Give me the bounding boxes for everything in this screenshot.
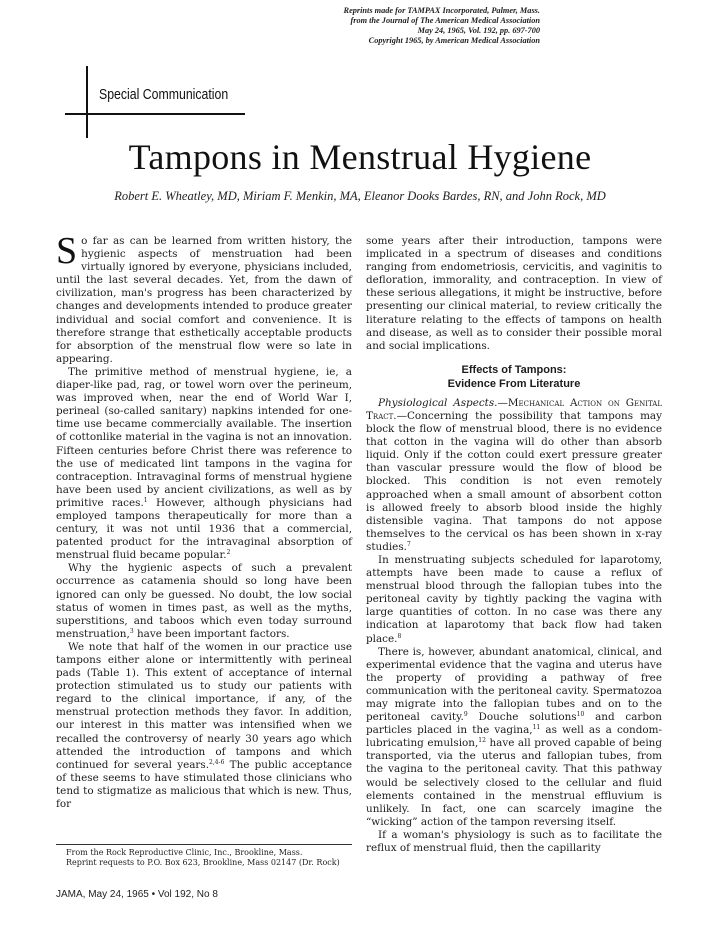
reprint-line-3: May 24, 1965, Vol. 192, pp. 697-700 — [417, 26, 540, 35]
reference-marker: 2,4-6 — [209, 758, 225, 766]
right-column — [366, 235, 662, 855]
footnote-affiliation: From the Rock Reproductive Clinic, Inc., Brookline, Mass. — [66, 848, 303, 857]
reprint-line-1: Reprints made for TAMPAX Incorporated, Palmer, Mass. — [343, 6, 540, 15]
reference-marker: 7 — [406, 540, 411, 548]
reference-marker: 12 — [478, 737, 486, 745]
left-column — [56, 230, 352, 811]
article-title: Tampons in Menstrual Hygiene — [128, 137, 592, 177]
footnote — [56, 848, 352, 868]
paragraph-continuation: some years after their introduction, tampons were implicated in a spectrum of diseases and conditions ranging from endometriosis, cervicitis, and vaginitis to defloration, immorality, and contraception. In view of these serious allegations, it might be instructive, before presenting our clinical material, to review critically the literature relating to the effects of tampons on health and disease, as well as to consider their possible moral and social implications. — [366, 235, 662, 352]
section-heading-effects: Effects of Tampons: Evidence From Literature — [447, 363, 581, 390]
reference-marker: 9 — [463, 711, 468, 719]
subsection-subtitle: —Mechanical Action on Genital Tract. — [366, 396, 662, 422]
reprint-line-2: from the Journal of The American Medical Association — [350, 16, 540, 25]
reference-marker: 1 — [143, 496, 148, 504]
subsection-title: Physiological Aspects. — [378, 396, 498, 409]
section-label: Special Communication — [99, 86, 229, 103]
footnote-reprint-requests: Reprint requests to P.O. Box 623, Brookline, Mass 02147 (Dr. Rock) — [66, 858, 340, 867]
paragraph-mechanical-action: Physiological Aspects.—Mechanical Action on Genital Tract.—Concerning the possibility that tampons may block the flow of menstrual blood, there is no evidence that cotton in the vagina will do other than absorb liquid. Only if the cotton could exert pressure greater than vascular pressure would the flow of blood be blocked. This condition is not even remotely approached when a small amount of absorbent cotton is allowed freely to absorb blood inside the highly distensible vagina. That tampons do not appose themselves to the cervical os has been shown in x-ray studies.$^7$ — [366, 396, 662, 553]
paragraph-our-practice: We note that half of the women in our practice use tampons either alone or intermittently with perineal pads (Table 1). This extent of acceptance of internal protection stimulated us to study our patients with regard to the clinical importance, if any, of the menstrual protection methods they favor. In addition, our interest in this matter was intensified when we recalled the controversy of nearly 30 years ago which attended the introduction of tampons and which continued for several years.$^{2,4-6}$ The public acceptance of these seems to have stimulated those clinicians who tend to stigmatize as malicious that which is new. Thus, for — [56, 640, 352, 811]
article-authors: Robert E. Wheatley, MD, Miriam F. Menkin, MA, Eleanor Dooks Bardes, RN, and John Rock, MD — [114, 189, 606, 203]
reference-marker: 10 — [576, 711, 585, 719]
footnote-divider — [56, 844, 352, 845]
drop-cap: S — [56, 230, 78, 272]
paragraph-physiology: If a woman's physiology is such as to facilitate the reflux of menstrual fluid, then the capillarity — [366, 828, 662, 855]
page-footer: JAMA, May 24, 1965 • Vol 192, No 8 — [56, 889, 218, 900]
section-cross-vertical-rule — [86, 66, 88, 138]
reference-marker: 11 — [532, 724, 541, 732]
paragraph-primitive-method: The primitive method of menstrual hygiene, ie, a diaper-like pad, rag, or towel worn over the perineum, was improved when, near the end of World War I, perineal (so-called sanitary) napkins intended for one-time use became commercially available. The insertion of cottonlike material in the vagina is not an innovation. Fifteen centuries before Christ there was reference to the use of medicated lint tampons in the vagina for contraception. Intravaginal forms of menstrual hygiene have been used by ancient civilizations, as well as by primitive races.$^1$ However, although physicians had employed tampons therapeutically for more than a century, it was not until 1936 that a commercial, patented product for the intravaginal absorption of menstrual fluid became popular.$^2$ — [56, 365, 352, 562]
paragraph-laparotomy: In menstruating subjects scheduled for laparotomy, attempts have been made to cause a reflux of menstrual blood through the fallopian tubes into the peritoneal cavity by tightly packing the vagina with large quantities of cotton. In no case was there any indication at laparotomy that back flow had taken place.$^8$ — [366, 553, 662, 645]
reference-marker: 3 — [129, 627, 134, 635]
reprint-line-4: Copyright 1965, by American Medical Association — [368, 36, 540, 45]
section-cross-horizontal-rule — [65, 113, 245, 115]
paragraph-why-ignored: Why the hygienic aspects of such a prevalent occurrence as catamenia should so long have been ignored can only be guessed. No doubt, the low social status of women in times past, as well as the myths, superstitions, and taboos which even today surround menstruation,$^3$ have been important factors. — [56, 562, 352, 640]
paragraph-intro: So far as can be learned from written history, the hygienic aspects of menstruation had been virtually ignored by everyone, physicians included, until the last several decades. Yet, from the dawn of civilization, man's progress has been characterized by changes and developments intended to produce greater individual and social comfort and convenience. It is therefore strange that esthetically acceptable products for absorption of the menstrual flow were so late in appearing. — [56, 230, 352, 365]
reference-marker: 2 — [226, 549, 231, 557]
reference-marker: 8 — [397, 632, 402, 640]
reprint-notice — [210, 6, 540, 46]
paragraph-pathway: There is, however, abundant anatomical, clinical, and experimental evidence that the vagina and uterus have the property of providing a pathway of free communication with the peritoneal cavity. Spermatozoa may migrate into the fallopian tubes and on to the peritoneal cavity.$^9$ Douche solutions$^{10}$ and carbon particles placed in the vagina,$^{11}$ as well as a condom-lubricating emulsion,$^{12}$ have all proved capable of being transported, via the uterus and fallopian tubes, from the vagina to the peritoneal cavity. That this pathway would be selectively closed to the cellular and fluid elements contained in the menstrual effluvium is unlikely. In fact, one can scarcely imagine the “wicking” action of the tampon reversing itself. — [366, 645, 662, 828]
